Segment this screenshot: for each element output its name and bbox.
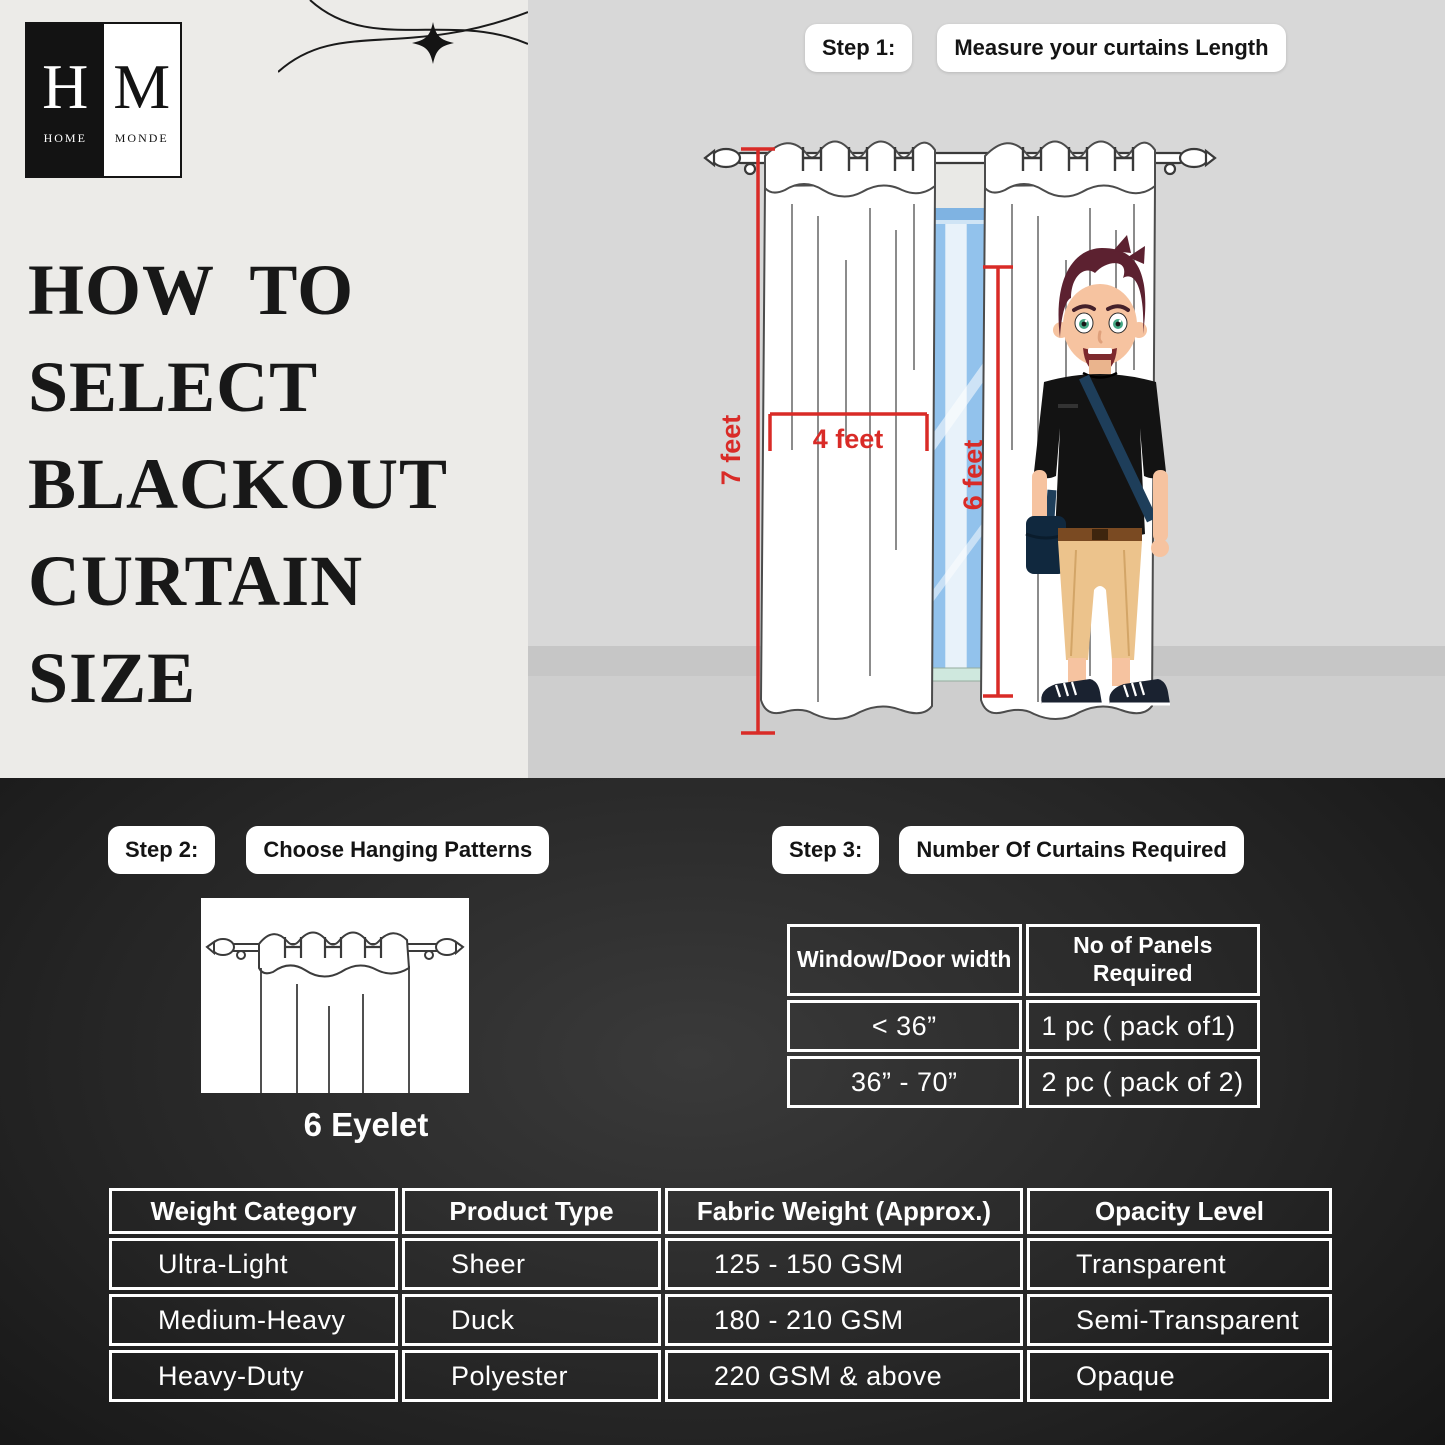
table-cell: Semi-Transparent — [1027, 1294, 1332, 1346]
header-row — [109, 1188, 1332, 1234]
step2-label-pill: Step 2: — [108, 826, 215, 874]
step2-header — [108, 826, 549, 874]
step2-text-pill: Choose Hanging Patterns — [246, 826, 549, 874]
logo-letter-h: H — [42, 50, 89, 122]
curtain-width-label: 4 feet — [812, 424, 884, 454]
step1-panel — [528, 0, 1445, 778]
table-cell: 1 pc ( pack of1) — [1026, 1000, 1261, 1052]
table-cell: Transparent — [1027, 1238, 1332, 1290]
table-cell: 180 - 210 GSM — [665, 1294, 1023, 1346]
logo-right-half — [104, 24, 181, 176]
dark-section — [0, 778, 1445, 1445]
eyelet-caption: 6 Eyelet — [303, 1106, 429, 1143]
logo-left-half — [27, 24, 104, 176]
page-title — [28, 242, 448, 727]
table-cell: Opaque — [1027, 1350, 1332, 1402]
table-cell: 125 - 150 GSM — [665, 1238, 1023, 1290]
person-height-label: 6 feet — [958, 439, 988, 511]
panels-required-table — [783, 920, 1264, 1112]
left-panel — [0, 0, 528, 778]
table-row — [109, 1350, 1332, 1402]
curtain-measure-illustration — [700, 120, 1240, 778]
logo-letter-m: M — [113, 50, 171, 122]
eyelet-pattern-card — [201, 898, 469, 1093]
curtain-height-label: 7 feet — [716, 414, 746, 486]
table-cell: 2 pc ( pack of 2) — [1026, 1056, 1261, 1108]
step3-text-pill: Number Of Curtains Required — [899, 826, 1243, 874]
step3-label-pill: Step 3: — [772, 826, 879, 874]
title-line: BLACKOUT — [28, 444, 449, 524]
column-header: No of Panels Required — [1026, 924, 1261, 996]
table-cell: < 36” — [787, 1000, 1022, 1052]
title-line: SIZE — [28, 638, 197, 718]
table-cell: 36” - 70” — [787, 1056, 1022, 1108]
table-cell: Polyester — [402, 1350, 661, 1402]
table-row — [109, 1238, 1332, 1290]
title-line: CURTAIN — [28, 541, 364, 621]
decorative-swirl-icon — [278, 0, 528, 95]
logo-word-monde: MONDE — [114, 130, 169, 145]
column-header: Opacity Level — [1027, 1188, 1332, 1234]
table-cell: Medium-Heavy — [109, 1294, 398, 1346]
step1-text-pill: Measure your curtains Length — [937, 24, 1285, 72]
panels-table — [783, 920, 1264, 1112]
title-line: SELECT — [28, 347, 319, 427]
header-row — [787, 924, 1260, 996]
eyelet-curtain-drawing — [201, 898, 469, 1093]
fabric-weight-table — [105, 1184, 1336, 1406]
table-row — [109, 1294, 1332, 1346]
logo-word-home: HOME — [43, 130, 87, 145]
step1-header — [805, 24, 1286, 72]
column-header: Window/Door width — [787, 924, 1022, 996]
table-cell: Sheer — [402, 1238, 661, 1290]
table-row — [787, 1000, 1260, 1052]
column-header: Weight Category — [109, 1188, 398, 1234]
step3-header — [772, 826, 1244, 874]
fabric-table — [105, 1184, 1336, 1406]
step1-label-pill: Step 1: — [805, 24, 912, 72]
column-header: Fabric Weight (Approx.) — [665, 1188, 1023, 1234]
brand-logo — [25, 22, 182, 178]
column-header: Product Type — [402, 1188, 661, 1234]
table-cell: Heavy-Duty — [109, 1350, 398, 1402]
table-cell: Ultra-Light — [109, 1238, 398, 1290]
title-line: HOW TO — [28, 250, 355, 330]
table-row — [787, 1056, 1260, 1108]
table-cell: 220 GSM & above — [665, 1350, 1023, 1402]
table-cell: Duck — [402, 1294, 661, 1346]
